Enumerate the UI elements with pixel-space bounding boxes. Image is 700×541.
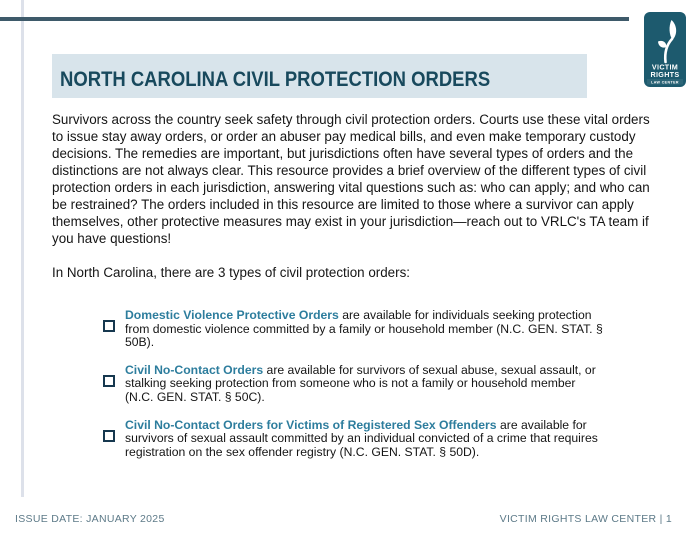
order-type-description: are available for survivors of sexual assault committed by an individual convicted of a crime that requires registration on the sex offender registry (N.C. GEN. STAT. § 50D). bbox=[125, 417, 598, 459]
order-type-name: Civil No-Contact Orders bbox=[125, 362, 264, 377]
page-title bbox=[52, 54, 587, 98]
footer-org-page: VICTIM RIGHTS LAW CENTER | 1 bbox=[499, 513, 672, 525]
order-type-text bbox=[125, 364, 603, 405]
checkbox-icon bbox=[103, 375, 115, 387]
page-title-text: NORTH CAROLINA CIVIL PROTECTION ORDERS bbox=[60, 68, 491, 91]
order-type-description: are available for survivors of sexual abuse, sexual assault, or stalking seeking protection from someone who is not a family or household member (N.C. GEN. STAT. § 50C). bbox=[125, 362, 596, 404]
checkbox-icon bbox=[103, 430, 115, 442]
order-type-text bbox=[125, 309, 603, 350]
order-type-text bbox=[125, 419, 603, 460]
document-content bbox=[52, 54, 652, 473]
logo-text-line3: LAW CENTER bbox=[651, 80, 679, 85]
intro-paragraph: Survivors across the country seek safety through civil protection orders. Courts use these vital orders to issue stay away orders, or order an abuser pay medical bills, and even make temporary custody decisions. The remedies are important, but jurisdictions often have several types of orders and the distinctions are not always clear. This resource provides a brief overview of the different types of civil protection orders in each jurisdiction, answering vital questions such as: who can apply; and who can be restrained? The orders included in this resource are limited to those where a survivor can apply themselves, other protective measures may exist in your jurisdiction—reach out to VRLC's TA team if you have questions! bbox=[52, 112, 650, 246]
list-item bbox=[103, 309, 603, 350]
order-type-name: Civil No-Contact Orders for Victims of Registered Sex Offenders bbox=[125, 417, 497, 432]
list-intro: In North Carolina, there are 3 types of civil protection orders: bbox=[52, 265, 410, 280]
vertical-accent-line bbox=[21, 0, 24, 497]
issue-date: ISSUE DATE: JANUARY 2025 bbox=[15, 513, 165, 525]
page-footer bbox=[15, 513, 672, 525]
logo-text-line2: RIGHTS bbox=[650, 70, 680, 79]
order-type-description: are available for individuals seeking protection from domestic violence committed by a family or household member (N.C. GEN. STAT. § 50B). bbox=[125, 308, 603, 350]
list-item bbox=[103, 364, 603, 405]
logo-text-line1: VICTIM bbox=[651, 62, 679, 72]
checkbox-icon bbox=[103, 320, 115, 332]
list-item bbox=[103, 419, 603, 460]
order-type-name: Domestic Violence Protective Orders bbox=[125, 308, 339, 322]
top-accent-bar bbox=[0, 17, 629, 21]
order-types-list bbox=[103, 309, 603, 459]
